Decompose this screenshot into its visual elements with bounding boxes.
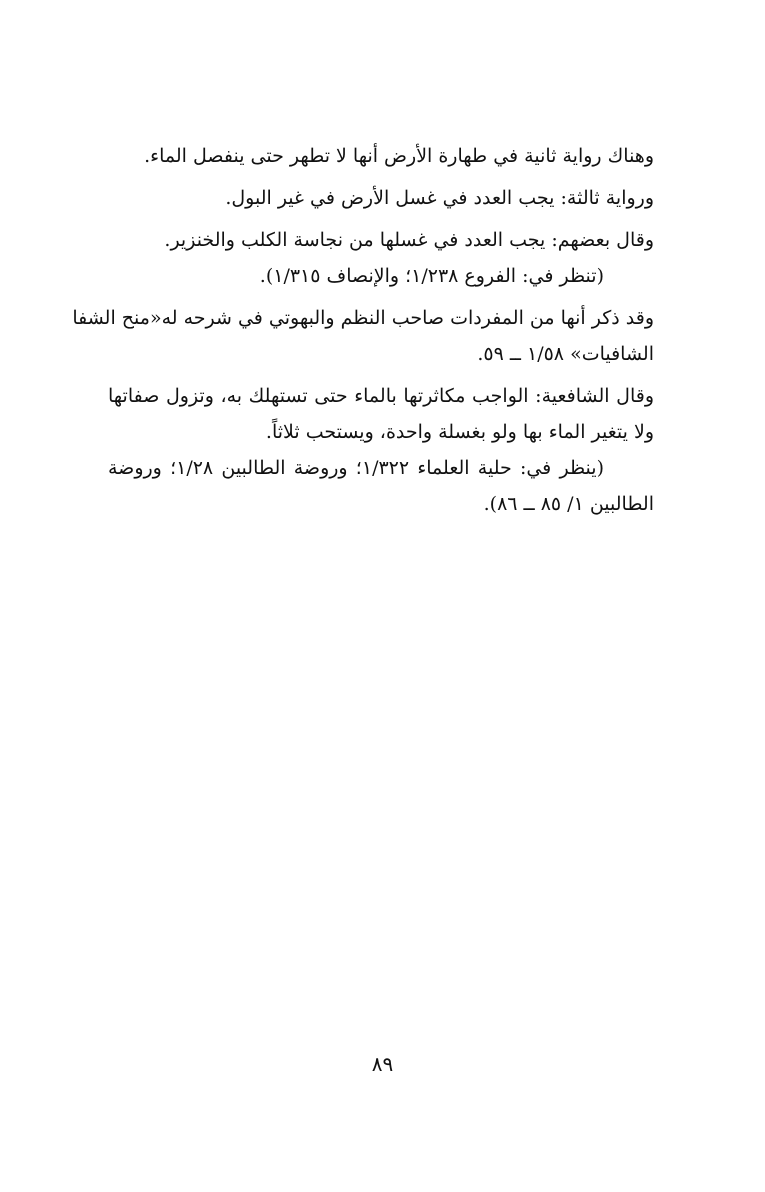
reference-line-2: (ينظر في: حلية العلماء ١/٣٢٢؛ وروضة الطالبين ١/٢٨؛ وروضة [108,457,604,479]
paragraph-line-3: وقال بعضهم: يجب العدد في غسلها من نجاسة الكلب والخنزير. [164,229,654,251]
page-body [72,138,654,522]
page-number: ٨٩ [371,1052,394,1076]
paragraph-line-2: ورواية ثالثة: يجب العدد في غسل الأرض في غير البول. [225,187,654,209]
paragraph-line-5: الشافيات» ١/٥٨ ــ ٥٩. [477,343,654,365]
paragraph-line-7: ولا يتغير الماء بها ولو بغسلة واحدة، ويستحب ثلاثاً. [265,421,654,443]
reference-line-3: الطالبين ١/ ٨٥ ــ ٨٦). [483,493,654,515]
paragraph-line-4: وقد ذكر أنها من المفردات صاحب النظم والبهوتي في شرحه له«منح الشفا [72,307,654,329]
reference-line-1: (تنظر في: الفروع ١/٢٣٨؛ والإنصاف ١/٣١٥). [259,265,604,287]
paragraph-line-6: وقال الشافعية: الواجب مكاثرتها بالماء حتى تستهلك به، وتزول صفاتها [108,385,654,407]
paragraph-line-1: وهناك رواية ثانية في طهارة الأرض أنها لا تطهر حتى ينفصل الماء. [144,145,654,167]
